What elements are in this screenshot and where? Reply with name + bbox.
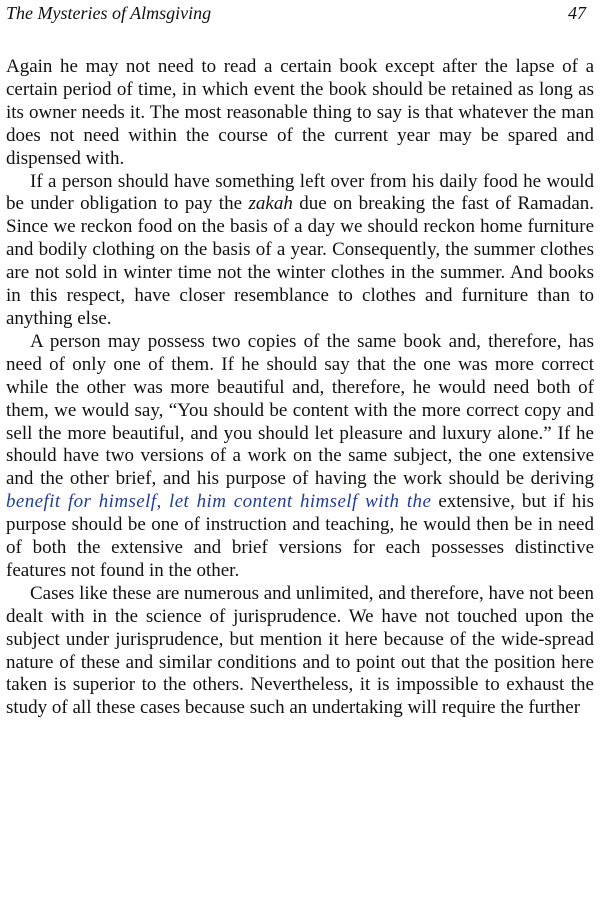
paragraph-1 xyxy=(6,56,594,171)
body-text xyxy=(6,56,594,720)
paragraph-4-text: Cases like these are numerous and unlimited, and therefore, have not been dealt with in the science of jurisprudence. We have not touched upon the subject under jurisprudence, but mention it here because of the wide-spread nature of these and similar conditions and to point out that the position here taken is superior to the others. Nevertheless, it is impossible to exhaust the study of all these cases because such an undertaking will require the further xyxy=(6,582,594,719)
paragraph-2-before-term: If a person should have something left over from his daily food he would be under obligation to pay the xyxy=(6,170,594,215)
paragraph-3-before-highlight: A person may possess two copies of the same book and, therefore, has need of only one of them. If he should say that the one was more correct while the other was more beautiful and, therefore, he would need both of them, we would say, “You should be content with the more correct copy and sell the more beautiful, and you should let pleasure and luxury alone.” If he should have two versions of a work on the same subject, the one extensive and the other brief, and his purpose of having the work should be deriving xyxy=(6,330,594,490)
paragraph-1-text: Again he may not need to read a certain book except after the lapse of a certain period of time, in which event the book should be retained as long as its owner needs it. The most reasonable thing to say is that whatever the man does not need within the course of the current year may be spared and dispensed with. xyxy=(6,56,594,169)
running-head xyxy=(6,2,592,26)
paragraph-3-after-highlight: extensive, but if his purpose should be one of instruction and teaching, he would then be in need of both the extensive and brief versions for each possesses distinctive features not found in the other. xyxy=(6,491,595,581)
paragraph-2-term: zakah xyxy=(248,193,293,215)
paragraph-4 xyxy=(6,583,594,720)
page-number: 47 xyxy=(568,3,586,23)
running-title: The Mysteries of Almsgiving xyxy=(6,3,212,23)
paragraph-3-highlight: benefit for himself, let him content himself with the xyxy=(6,491,432,513)
paragraph-2-after-term: due on breaking the fast of Ramadan. Since we reckon food on the basis of a day we should reckon home furniture and bodily clothing on the basis of a year. Consequently, the summer clothes are not sold in winter time not the winter clothes in the summer. And books in this respect, have closer resemblance to clothes and furniture than to anything else. xyxy=(6,193,594,329)
paragraph-2 xyxy=(6,171,594,331)
paragraph-3 xyxy=(6,331,594,583)
